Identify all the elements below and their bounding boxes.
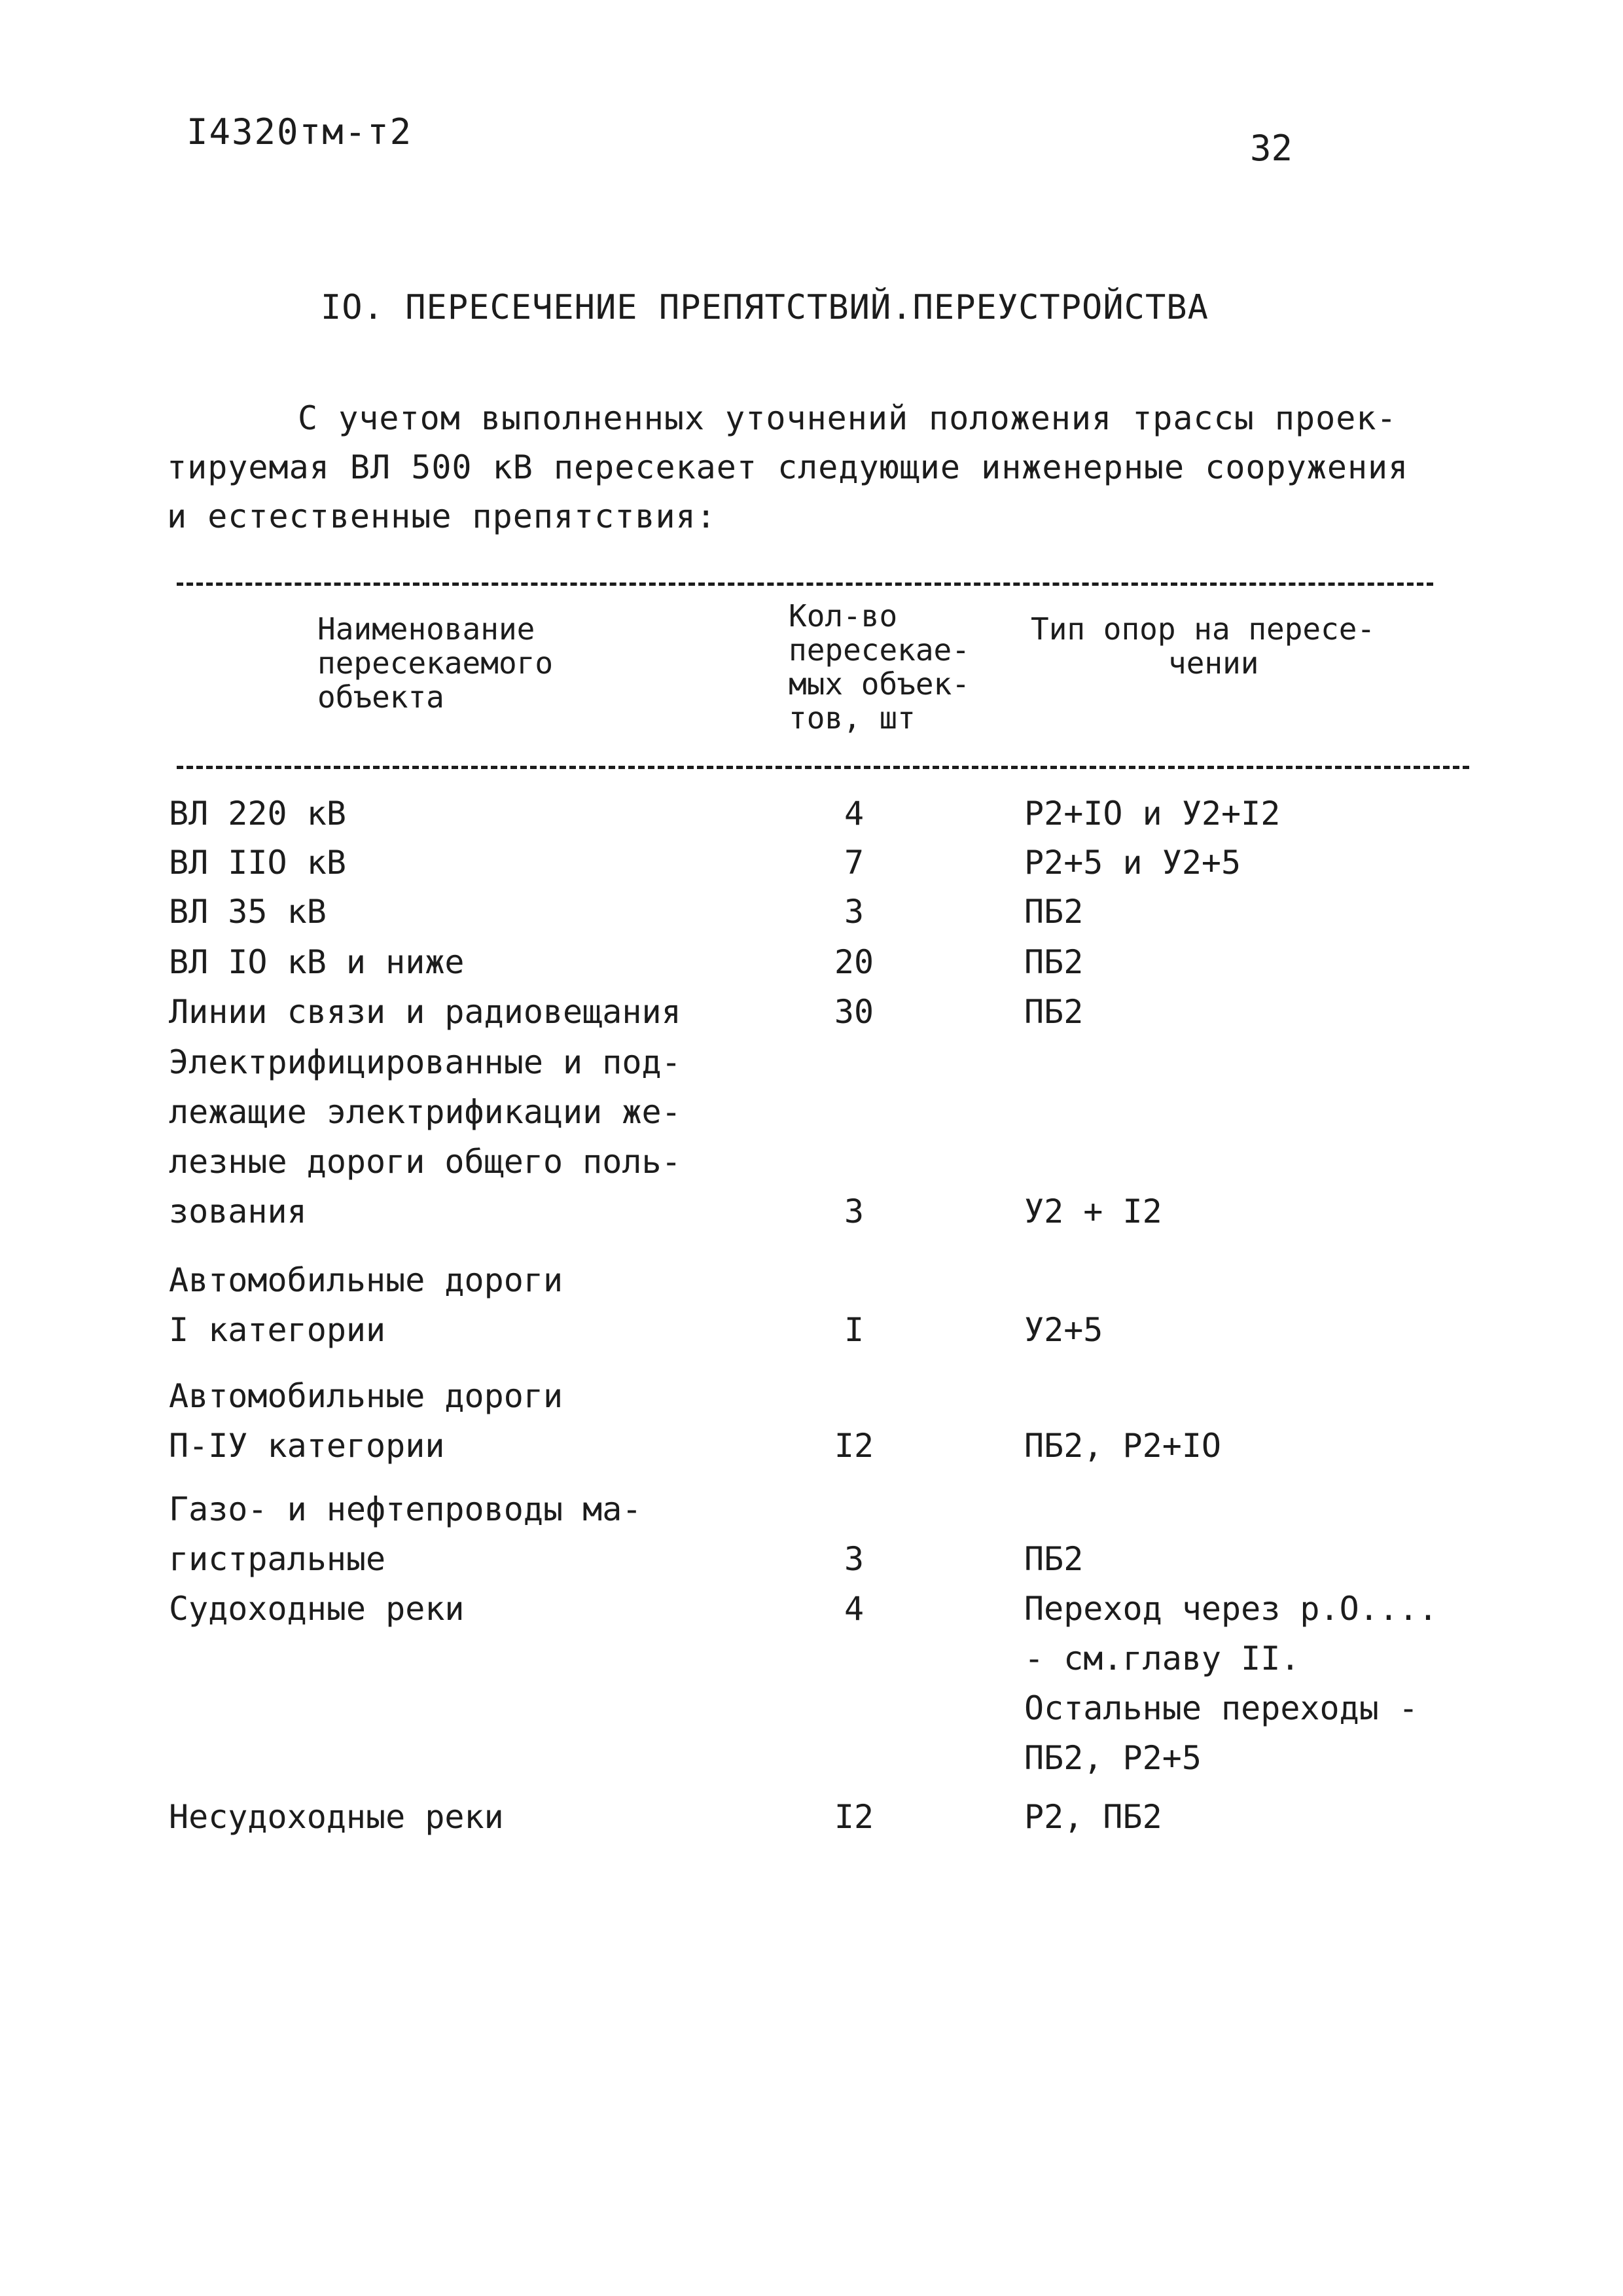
column-header-count-line: мых объек- [789, 666, 970, 702]
row-name-roads-cat-2-4 [169, 1371, 563, 1471]
row-name-line: Автомобильные дороги [169, 1377, 563, 1415]
row-name-line: Газо- и нефтепроводы ма- [169, 1490, 642, 1528]
row-count-vl-110: 7 [844, 844, 865, 882]
table-header-divider [177, 766, 1469, 769]
row-name-line: лезные дороги общего поль- [169, 1143, 681, 1181]
row-type-line: ПБ2 [1024, 993, 1084, 1031]
row-count-roads-cat-2-4: I2 [834, 1427, 874, 1465]
row-name-line: Судоходные реки [169, 1590, 465, 1628]
column-header-type-line: чении [1168, 645, 1259, 681]
table-top-divider [177, 583, 1433, 586]
column-header-name-line: Наименование [317, 611, 535, 647]
row-count-railways: 3 [844, 1193, 865, 1230]
row-name-line: гистральные [169, 1540, 386, 1578]
row-type-line: ПБ2 [1024, 893, 1084, 931]
row-name-navigable-rivers [169, 1584, 465, 1634]
row-name-line: ВЛ 220 кВ [169, 795, 346, 833]
row-count-comm-lines: 30 [834, 993, 874, 1031]
row-name-line: Линии связи и радиовещания [169, 993, 681, 1031]
row-type-comm-lines [1024, 987, 1083, 1037]
section-title: IO. ПЕРЕСЕЧЕНИЕ ПРЕПЯТСТВИЙ.ПЕРЕУСТРОЙСТВА [321, 288, 1209, 327]
column-header-count-line: тов, шт [789, 700, 916, 736]
row-type-line: Р2, ПБ2 [1024, 1798, 1162, 1836]
row-type-roads-cat-2-4 [1024, 1421, 1221, 1471]
row-type-vl-220 [1024, 789, 1280, 838]
row-name-railways [169, 1037, 681, 1236]
row-name-vl-220 [169, 789, 346, 838]
row-type-railways [1024, 1187, 1162, 1236]
row-type-navigable-rivers [1024, 1584, 1438, 1783]
row-type-line: Р2+5 и У2+5 [1024, 844, 1241, 882]
row-name-line: Электрифицированные и под- [169, 1043, 681, 1081]
row-name-vl-35 [169, 887, 327, 937]
row-name-pipelines [169, 1484, 641, 1584]
intro-line-2: тируемая ВЛ 500 кВ пересекает следующие инженерные сооружения [167, 448, 1409, 486]
row-name-line: Автомобильные дороги [169, 1261, 563, 1299]
column-header-name [317, 612, 553, 714]
row-count-navigable-rivers: 4 [844, 1590, 865, 1628]
column-header-count [789, 599, 970, 735]
column-header-type-line: Тип опор на пересе- [1031, 611, 1376, 647]
row-type-line: Р2+IO и У2+I2 [1024, 795, 1281, 833]
row-name-line: ВЛ IO кВ и ниже [169, 943, 465, 981]
row-type-vl-110 [1024, 838, 1241, 888]
row-name-non-navigable-rivers [169, 1792, 504, 1842]
row-type-vl-10 [1024, 937, 1083, 987]
row-count-pipelines: 3 [844, 1540, 865, 1578]
intro-line-3: и естественные препятствия: [167, 497, 717, 535]
row-name-vl-110 [169, 838, 346, 888]
row-type-line: - см.главу II. [1024, 1640, 1300, 1677]
row-type-line: ПБ2 [1024, 1540, 1084, 1578]
row-name-comm-lines [169, 987, 681, 1037]
column-header-name-line: объекта [317, 679, 444, 715]
page-number: 32 [1250, 128, 1293, 169]
row-count-vl-220: 4 [844, 795, 865, 833]
intro-line-1: С учетом выполненных уточнений положения трассы проек- [298, 399, 1397, 437]
row-name-line: ВЛ IIO кВ [169, 844, 346, 882]
row-type-line: Остальные переходы - [1024, 1689, 1419, 1727]
row-name-roads-cat-1 [169, 1255, 563, 1355]
row-name-line: I категории [169, 1311, 386, 1349]
row-name-line: лежащие электрификации же- [169, 1093, 681, 1131]
row-type-line: ПБ2, Р2+5 [1024, 1739, 1202, 1777]
row-type-line: У2 + I2 [1024, 1193, 1162, 1230]
row-type-pipelines [1024, 1534, 1083, 1584]
column-header-name-line: пересекаемого [317, 645, 554, 681]
row-name-vl-10 [169, 937, 465, 987]
row-count-roads-cat-1: I [844, 1311, 865, 1349]
row-type-roads-cat-1 [1024, 1305, 1103, 1355]
row-type-non-navigable-rivers [1024, 1792, 1162, 1842]
document-code: I4320тм-т2 [187, 111, 413, 152]
row-count-vl-10: 20 [834, 943, 874, 981]
row-name-line: П-IУ категории [169, 1427, 445, 1465]
row-name-line: Несудоходные реки [169, 1798, 504, 1836]
row-count-vl-35: 3 [844, 893, 865, 931]
row-name-line: ВЛ 35 кВ [169, 893, 327, 931]
row-type-line: ПБ2, Р2+IO [1024, 1427, 1222, 1465]
row-type-line: У2+5 [1024, 1311, 1103, 1349]
row-count-non-navigable-rivers: I2 [834, 1798, 874, 1836]
row-name-line: зования [169, 1193, 307, 1230]
row-type-line: Переход через р.О.... [1024, 1590, 1438, 1628]
column-header-type [1031, 612, 1375, 680]
row-type-line: ПБ2 [1024, 943, 1084, 981]
row-type-vl-35 [1024, 887, 1083, 937]
column-header-count-line: пересекае- [789, 632, 970, 668]
column-header-count-line: Кол-во [789, 598, 898, 634]
